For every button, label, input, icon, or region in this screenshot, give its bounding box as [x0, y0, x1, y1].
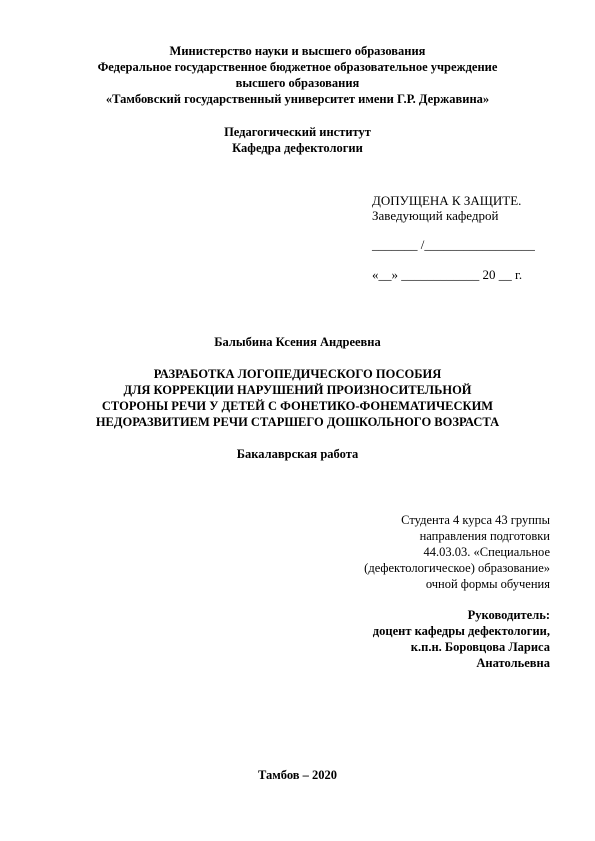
student-info-line-3: 44.03.03. «Специальное: [423, 545, 550, 559]
higher-education-line: высшего образования: [235, 76, 360, 90]
thesis-title-line-4: НЕДОРАЗВИТИЕМ РЕЧИ СТАРШЕГО ДОШКОЛЬНОГО ВОЗРАСТА: [95, 415, 500, 429]
supervisor-position: доцент кафедры дефектологии,: [372, 624, 550, 638]
department-name: Кафедра дефектологии: [232, 141, 363, 155]
supervisor-label: Руководитель:: [467, 608, 550, 622]
approval-title: ДОПУЩЕНА К ЗАЩИТЕ.: [372, 193, 522, 208]
institution-type-line: Федеральное государственное бюджетное образовательное учреждение: [97, 60, 498, 74]
student-info-line-1: Студента 4 курса 43 группы: [401, 513, 550, 527]
university-name-line: «Тамбовский государственный университет имени Г.Р. Державина»: [105, 92, 490, 106]
student-info-line-4: (дефектологическое) образование»: [364, 561, 550, 575]
supervisor-name-line-1: к.п.н. Боровцова Лариса: [410, 640, 550, 654]
ministry-line: Министерство науки и высшего образования: [169, 44, 426, 58]
thesis-title-line-3: СТОРОНЫ РЕЧИ У ДЕТЕЙ С ФОНЕТИКО-ФОНЕМАТИЧЕСКИМ: [101, 399, 494, 413]
institute-name: Педагогический институт: [224, 125, 371, 139]
approval-date-line: «__» ____________ 20 __ г.: [372, 267, 523, 282]
thesis-title-line-2: ДЛЯ КОРРЕКЦИИ НАРУШЕНИЙ ПРОИЗНОСИТЕЛЬНОЙ: [123, 383, 472, 397]
approval-head: Заведующий кафедрой: [372, 208, 499, 223]
student-info-line-5: очной формы обучения: [425, 577, 550, 591]
city-year: Тамбов – 2020: [257, 768, 338, 782]
author-name: Балыбина Ксения Андреевна: [214, 335, 381, 349]
student-info-line-2: направления подготовки: [419, 529, 550, 543]
thesis-type: Бакалаврская работа: [236, 447, 359, 461]
thesis-title-line-1: РАЗРАБОТКА ЛОГОПЕДИЧЕСКОГО ПОСОБИЯ: [153, 367, 442, 381]
supervisor-name-line-2: Анатольевна: [476, 656, 550, 670]
approval-signature-line: _______ /_________________: [372, 237, 535, 252]
